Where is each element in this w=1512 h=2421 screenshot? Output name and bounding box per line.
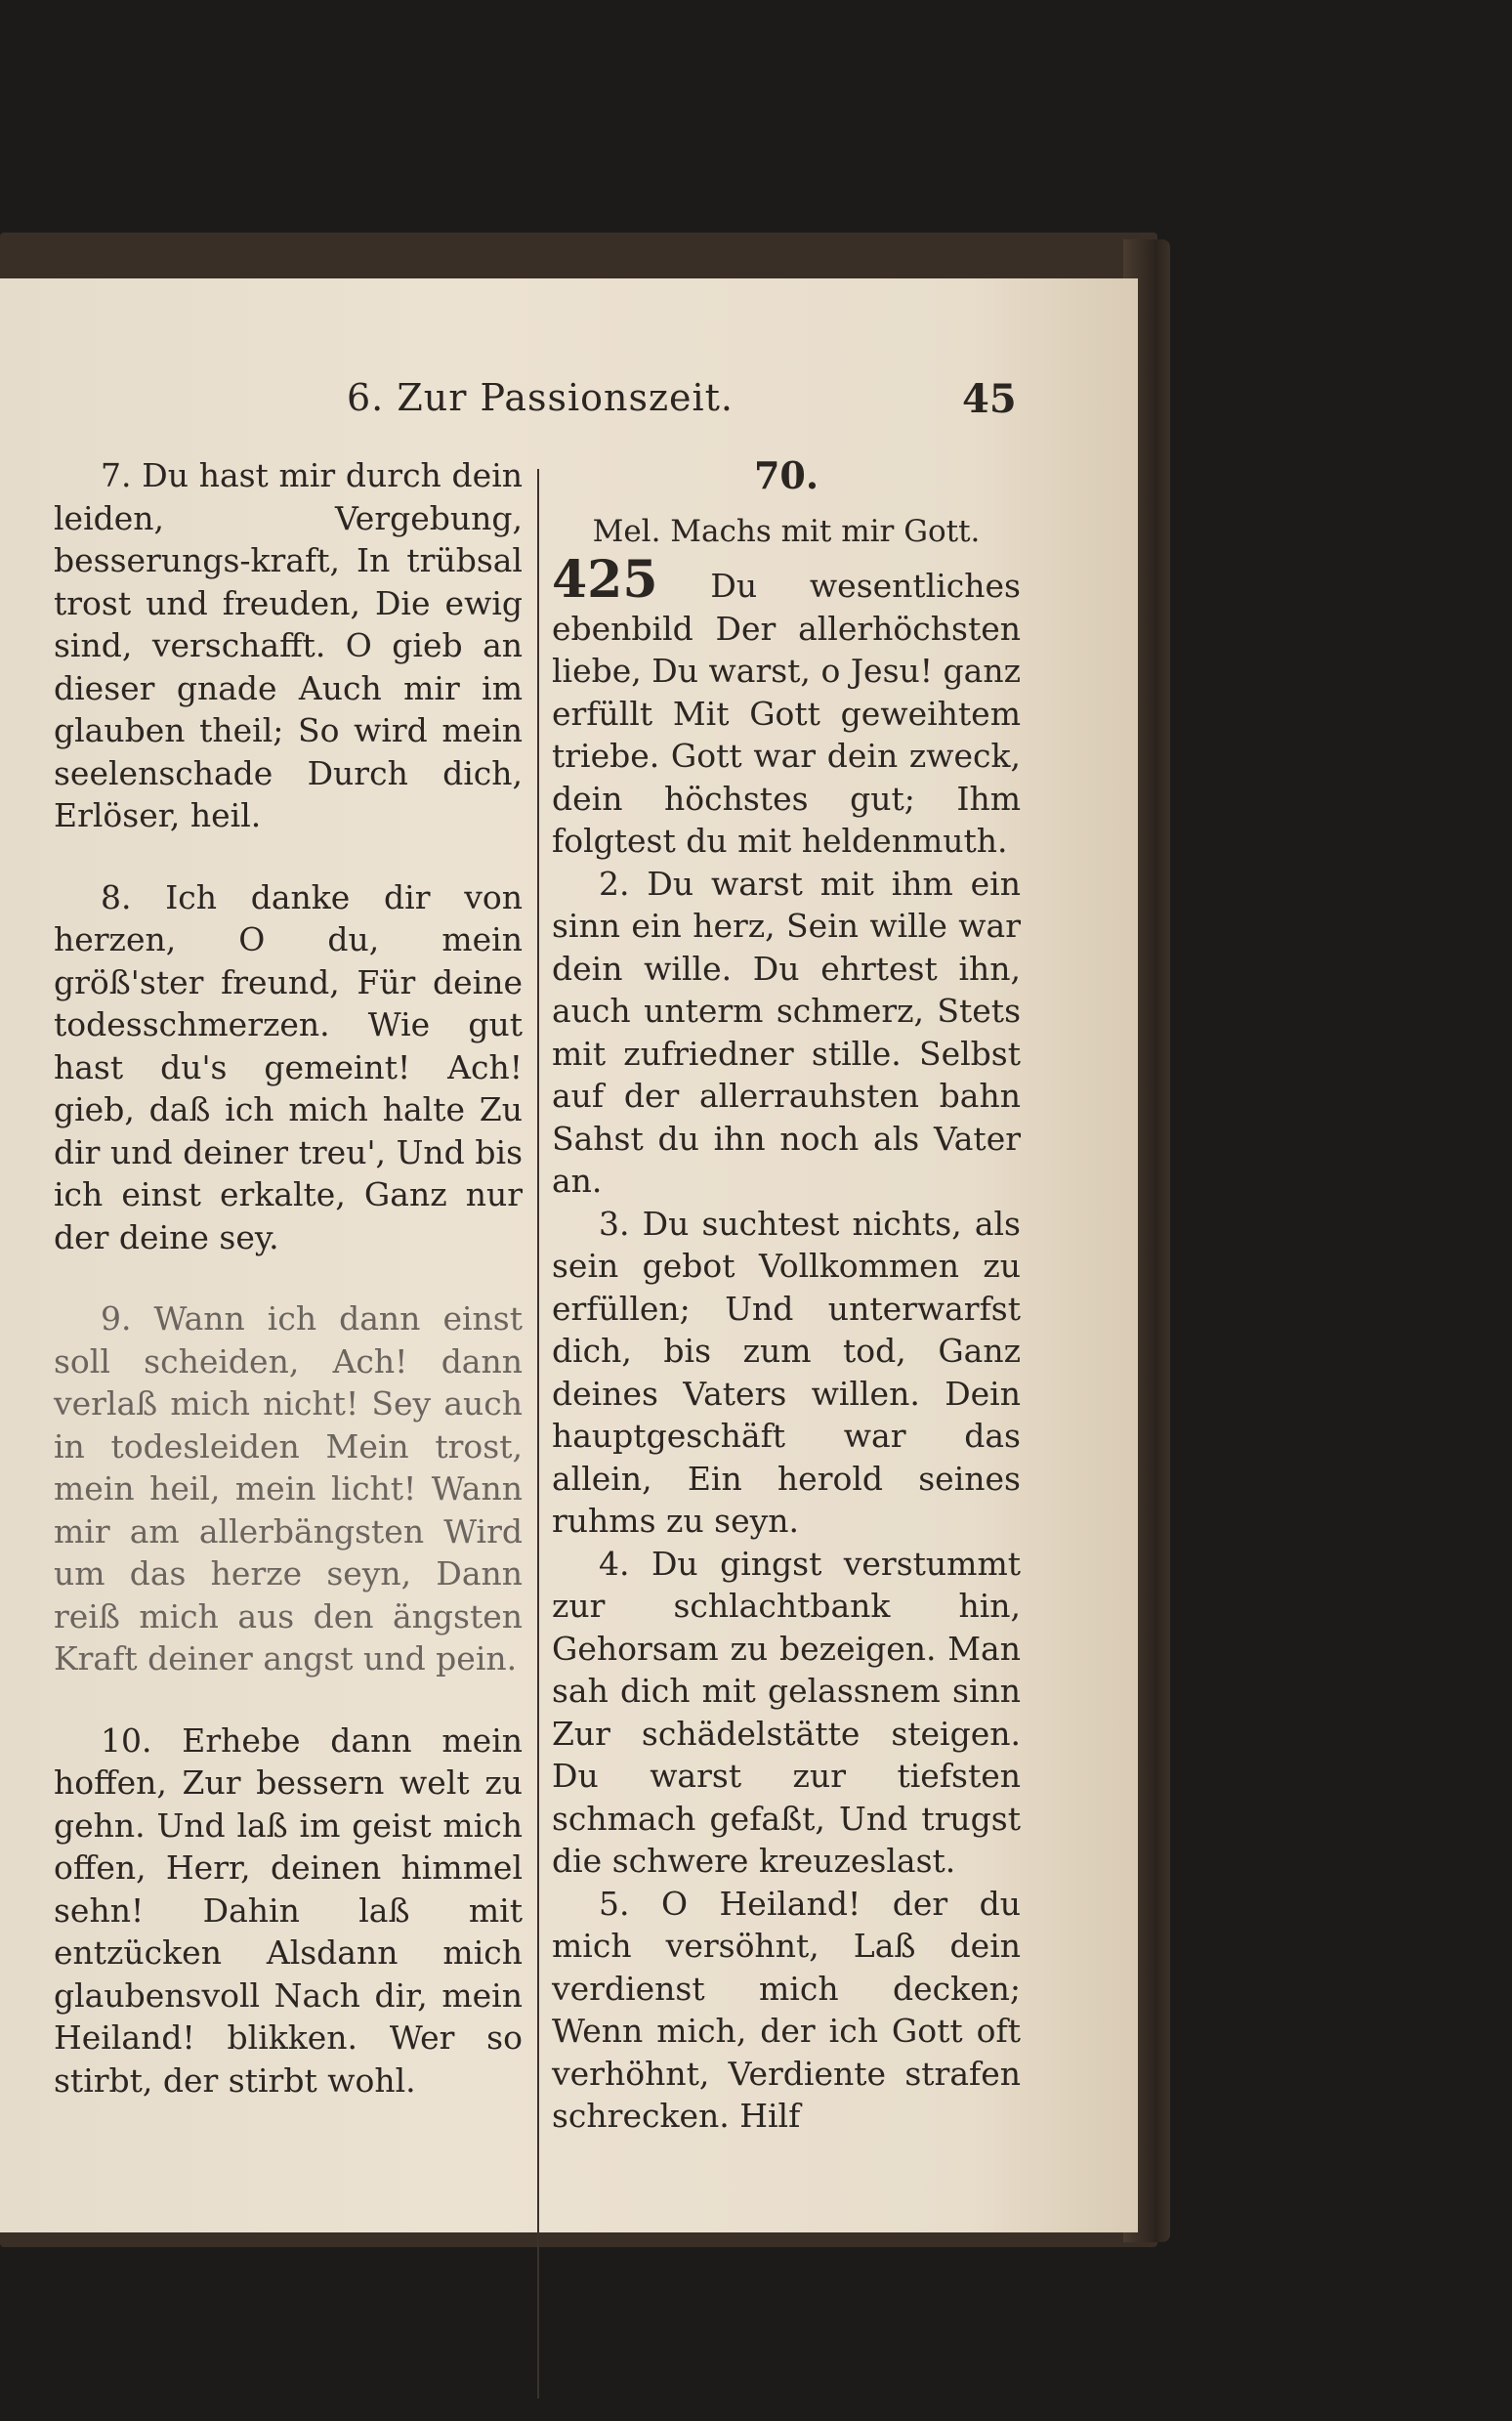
verse-text: Du suchtest nichts, als sein gebot Vollkommen zu erfüllen; Und unterwarfst dich, bis zum tod, Ganz deines Vaters willen. Dein hauptgeschäft war das allein, Ein herold seines ruhms zu seyn. <box>552 1204 1021 1540</box>
verse-number: 4. <box>599 1544 630 1583</box>
hymn-number: 70. <box>753 453 819 497</box>
verse-7 <box>54 454 523 837</box>
column-divider <box>537 469 539 2399</box>
hymn-verse-5 <box>552 1883 1021 2138</box>
verse-text: Wann ich dann einst soll scheiden, Ach! dann verlaß mich nicht! Sey auch in todesleiden Mein trost, mein heil, mein licht! Wann mir am allerbängsten Wird um das herze seyn, Dann reiß mich aus den ängsten Kraft deiner angst und pein. <box>54 1299 523 1678</box>
running-header <box>0 376 1138 435</box>
verse-number: 3. <box>599 1204 630 1243</box>
initial-word: Du <box>710 567 758 605</box>
verse-number: 8. <box>101 877 132 916</box>
verse-number: 5. <box>599 1884 630 1923</box>
left-column <box>54 454 523 2141</box>
verse-10 <box>54 1720 523 2102</box>
hymn-verse-1 <box>552 550 1021 863</box>
verse-8 <box>54 876 523 1259</box>
right-column <box>552 454 1021 2138</box>
verse-text: wesentliches ebenbild Der allerhöchsten liebe, Du warst, o Jesu! ganz erfüllt Mit Gott geweihtem triebe. Gott war dein zweck, dein höchstes gut; Ihm folgtest du mit heldenmuth. <box>552 567 1021 860</box>
page-number: 45 <box>962 376 1017 422</box>
hymn-verse-2 <box>552 863 1021 1203</box>
verse-text: Du gingst verstummt zur schlachtbank hin, Gehorsam zu bezeigen. Man sah dich mit gelassnem sinn Zur schädelstätte steigen. Du warst zur tiefsten schmach gefaßt, Und trugst die schwere kreuzeslast. <box>552 1544 1021 1880</box>
chapter-title: 6. Zur Passionszeit. <box>347 376 734 419</box>
hymn-verse-3 <box>552 1203 1021 1543</box>
verse-number: 10. <box>101 1720 152 1760</box>
book-page <box>0 278 1138 2232</box>
verse-text: Erhebe dann mein hoffen, Zur bessern welt zu gehn. Und laß im geist mich offen, Herr, deinen himmel sehn! Dahin laß mit entzücken Alsdann mich glaubensvoll Nach dir, mein Heiland! blikken. Wer so stirbt, der stirbt wohl. <box>54 1720 523 2100</box>
verse-9 <box>54 1297 523 1680</box>
verse-number: 7. <box>101 456 132 494</box>
verse-text: Ich danke dir von herzen, O du, mein größ'ster freund, Für deine todesschmerzen. Wie gut hast du's gemeint! Ach! gieb, daß ich mich halte Zu dir und deiner treu', Und bis ich einst erkalte, Ganz nur der deine sey. <box>54 877 523 1256</box>
verse-text: O Heiland! der du mich versöhnt, Laß dein verdienst mich decken; Wenn mich, der ich Gott oft verhöhnt, Verdiente strafen schrecken. Hilf <box>552 1884 1021 2135</box>
verse-text: Du hast mir durch dein leiden, Vergebung, besserungs-kraft, In trübsal trost und freuden, Die ewig sind, verschafft. O gieb an dieser gnade Auch mir im glauben theil; So wird mein seelenschade Durch dich, Erlöser, heil. <box>54 456 524 834</box>
hymn-verse-4 <box>552 1543 1021 1883</box>
verse-text: Du warst mit ihm ein sinn ein herz, Sein wille war dein wille. Du ehrtest ihn, auch unterm schmerz, Stets mit zufriedner stille. Selbst auf der allerrauhsten bahn Sahst du ihn noch als Vater an. <box>552 864 1021 1200</box>
verse-number: 9. <box>101 1299 132 1338</box>
melody-line: Mel. Machs mit mir Gott. <box>592 513 981 549</box>
hymn-id: 425 <box>552 550 658 610</box>
verse-number: 2. <box>599 864 630 903</box>
